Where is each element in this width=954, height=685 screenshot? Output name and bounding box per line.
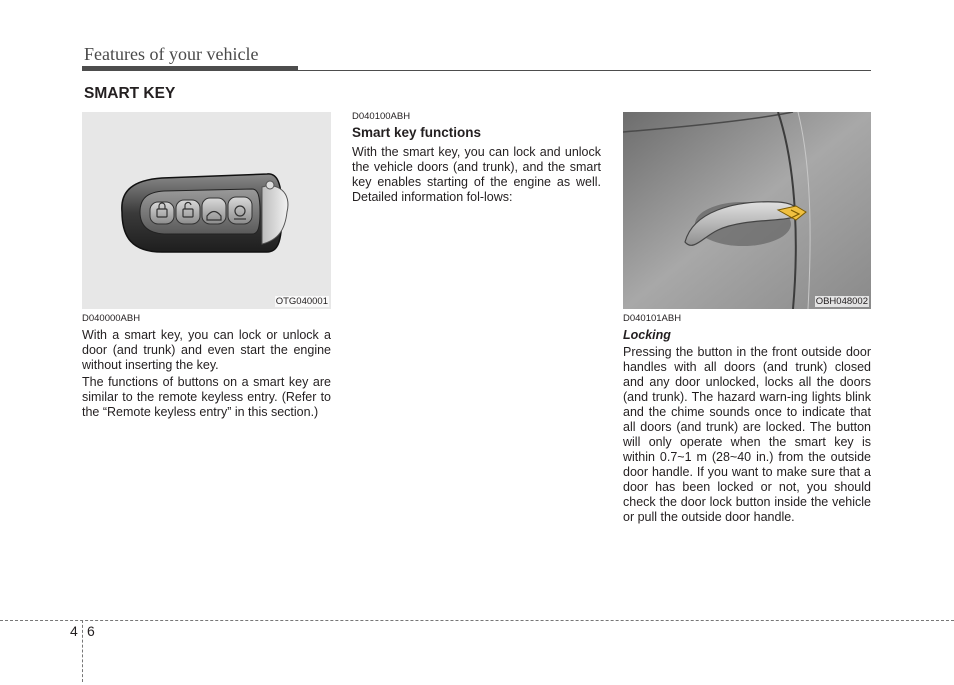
figure-label: OTG040001 [275, 296, 328, 307]
footer-rule [0, 620, 954, 621]
smart-key-text [82, 328, 331, 420]
page-number: 6 [87, 623, 95, 639]
section-title: SMART KEY [84, 85, 176, 102]
door-handle-illustration [623, 112, 871, 309]
paragraph: With a smart key, you can lock or unlock a door (and trunk) and even start the engine without inserting the key. [82, 328, 331, 372]
footer-divider [82, 620, 83, 682]
subheading: Locking [623, 328, 671, 342]
header-rule-thin [298, 70, 871, 71]
header-rule-thick [82, 66, 298, 71]
door-handle-figure [623, 112, 871, 309]
subheading: Smart key functions [352, 125, 482, 140]
smart-key-illustration [82, 112, 331, 309]
paragraph: With the smart key, you can lock and unlock the vehicle doors (and trunk), and the smart key enables starting of the engine as well. Detailed information fol-lows: [352, 145, 601, 204]
chapter-number: 4 [70, 623, 78, 639]
doc-code: D040100ABH [352, 111, 411, 122]
paragraph: The functions of buttons on a smart key are similar to the remote keyless entry. (Refer to the “Remote keyless entry” in this section.) [82, 375, 331, 419]
figure-label: OBH048002 [815, 296, 868, 307]
doc-code: D040000ABH [82, 313, 141, 324]
paragraph: Pressing the button in the front outside door handles with all doors (and trunk) closed and any door unlocked, locks all the doors (and trunk). The hazard warn-ing lights blink and the chime sounds once to indicate that all doors (and trunk) are locked. The button will only operate when the smart key is within 0.7~1 m (28~40 in.) from the outside door handle. If you want to make sure that a door has been locked or not, you should check the door lock button inside the vehicle or pull the outside door handle. [623, 345, 871, 524]
header-title: Features of your vehicle [84, 44, 259, 64]
doc-code: D040101ABH [623, 313, 682, 324]
smart-key-figure [82, 112, 331, 309]
